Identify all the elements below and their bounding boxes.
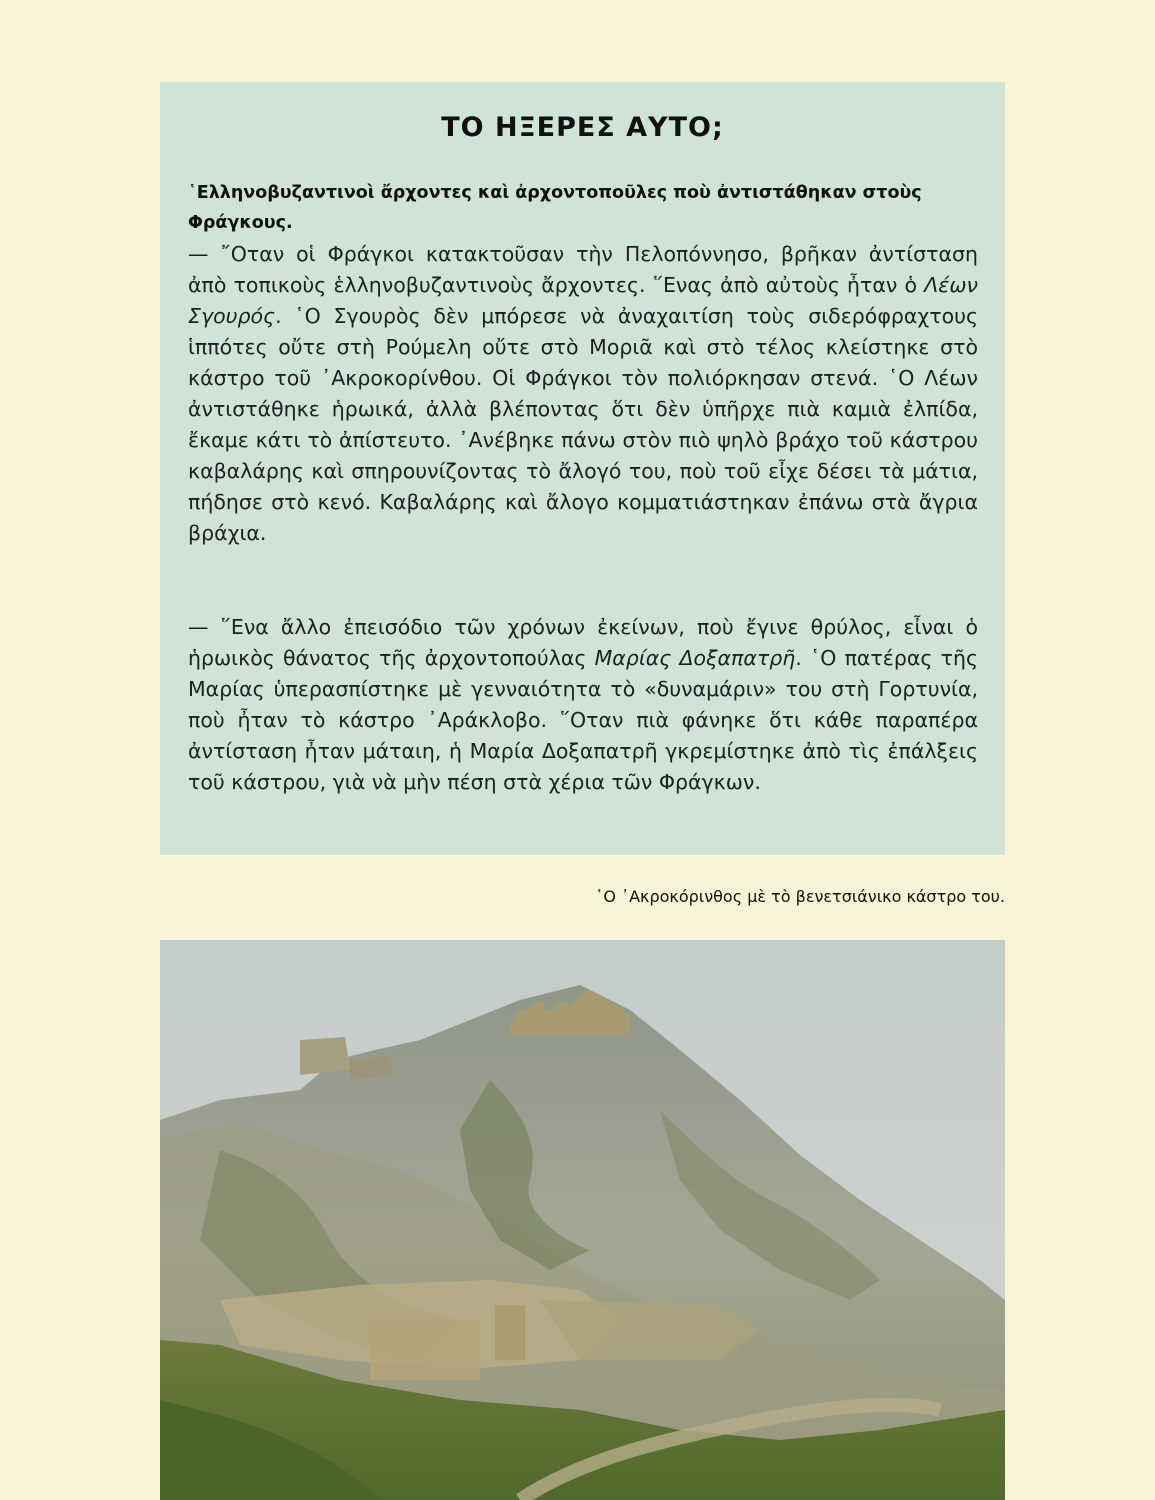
paragraph-1 (188, 239, 978, 549)
did-you-know-box (160, 82, 1005, 855)
paragraph-1-part-2: . ῾Ο Σγουρὸς δὲν μπόρεσε νὰ ἀναχαιτίση τοὺς σιδερόφραχτους ἱππότες οὔτε στὴ Ρούμελη οὔτε στὸ Μοριᾶ καὶ στὸ τέλος κλείστηκε στὸ κάστρο τοῦ ᾿Ακροκορίνθου. Οἱ Φράγκοι τὸν πολιόρκησαν στενά. ῾Ο Λέων ἀντιστάθηκε ἡρωικά, ἀλλὰ βλέποντας ὅτι δὲν ὑπῆρχε πιὰ καμιὰ ἐλπίδα, ἔκαμε κάτι τὸ ἀπίστευτο. ᾿Ανέβηκε πάνω στὸν πιὸ ψηλὸ βράχο τοῦ κάστρου καβαλάρης καὶ σπηρουνίζοντας τὸ ἄλογό του, ποὺ τοῦ εἶχε δέσει τὰ μάτια, πήδησε στὸ κενό. Καβαλάρης καὶ ἄλογο κομματιάστηκαν ἐπάνω στὰ ἄγρια βράχια. (188, 304, 978, 545)
paragraph-2-name: Μαρίας Δοξαπατρῆ (594, 646, 796, 670)
photo-caption: ῾Ο ᾿Ακροκόρινθος μὲ τὸ βενετσιάνικο κάστρο του. (595, 887, 1005, 906)
acrocorinth-illustration (160, 940, 1005, 1500)
paragraph-1-name: Λέων Σγουρός (188, 273, 978, 328)
paragraph-1-part-1: — ῎Οταν οἱ Φράγκοι κατακτοῦσαν τὴν Πελοπόννησο, βρῆκαν ἀντίσταση ἀπὸ τοπικοὺς ἑλληνοβυζαντινοὺς ἄρχοντες. ῞Ενας ἀπὸ αὐτοὺς ἦταν ὁ (188, 242, 978, 297)
paragraph-2 (188, 612, 978, 798)
box-title: ΤΟ ΗΞΕΡΕΣ ΑΥΤΟ; (441, 112, 724, 143)
box-subtitle: ῾Ελληνοβυζαντινοὶ ἄρχοντες καὶ ἀρχοντοποῦλες ποὺ ἀντιστάθηκαν στοὺς Φράγκους. (188, 183, 922, 233)
acrocorinth-photo (160, 940, 1005, 1500)
fortress-tower (495, 1305, 525, 1360)
hill-tower (300, 1037, 350, 1075)
paragraph-2-part-1: — ῞Ενα ἄλλο ἐπεισόδιο τῶν χρόνων ἐκείνων, ποὺ ἔγινε θρύλος, εἶναι ὁ ἡρωικὸς θάνατος τῆς ἀρχοντοπούλας (188, 615, 978, 670)
fortress-tower (370, 1320, 480, 1380)
paragraph-2-part-2: . ῾Ο πατέρας τῆς Μαρίας ὑπερασπίστηκε μὲ γενναιότητα τὸ «δυναμάριν» του στὴ Γορτυνία, ποὺ ἦταν τὸ κάστρο ᾿Αράκλοβο. ῞Οταν πιὰ φάνηκε ὅτι κάθε παραπέρα ἀντίσταση ἦταν μάταιη, ἡ Μαρία Δοξαπατρῆ γκρεμίστηκε ἀπὸ τὶς ἐπάλξεις τοῦ κάστρου, γιὰ νὰ μὴν πέση στὰ χέρια τῶν Φράγκων. (188, 646, 978, 794)
